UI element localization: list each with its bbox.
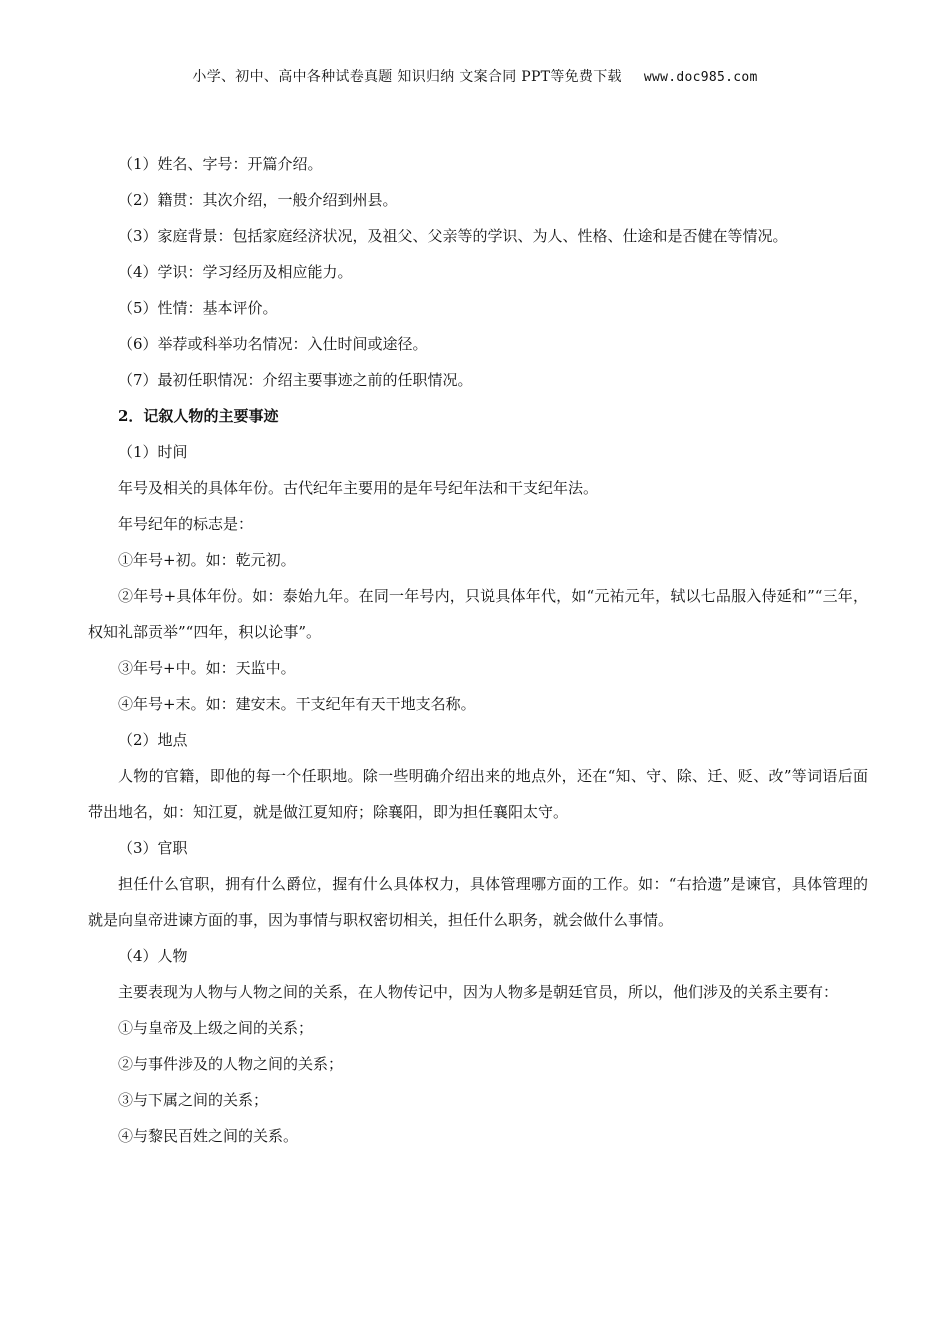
paragraph: （4）学识：学习经历及相应能力。 [118,263,353,281]
subsection-heading: （4）人物 [118,947,188,965]
list-item: ①年号+初。如：乾元初。 [118,551,296,569]
page-header [0,66,950,86]
header-url[interactable]: www.doc985.com [643,70,758,85]
paragraph: 年号及相关的具体年份。古代纪年主要用的是年号纪年法和干支纪年法。 [118,479,599,497]
paragraph: （1）姓名、字号：开篇介绍。 [118,155,323,173]
list-item: ④年号+末。如：建安末。干支纪年有天干地支名称。 [118,695,476,713]
section-heading: 2．记叙人物的主要事迹 [118,407,279,425]
paragraph: （5）性情：基本评价。 [118,299,278,317]
paragraph: 人物的官籍，即他的每一个任职地。除一些明确介绍出来的地点外，还在“知、守、除、迁、贬、改”等词语后面带出地名，如：知江夏，就是做江夏知府；除襄阳，即为担任襄阳太守。 [88,767,868,821]
list-item: ④与黎民百姓之间的关系。 [118,1127,299,1145]
paragraph: 主要表现为人物与人物之间的关系，在人物传记中，因为人物多是朝廷官员，所以，他们涉及的关系主要有： [118,983,839,1001]
list-item: ③与下属之间的关系； [118,1091,269,1109]
document-body [88,146,868,1154]
list-item: ③年号+中。如：天监中。 [118,659,296,677]
subsection-heading: （2）地点 [118,731,188,749]
paragraph: （6）举荐或科举功名情况：入仕时间或途径。 [118,335,428,353]
paragraph: （7）最初任职情况：介绍主要事迹之前的任职情况。 [118,371,473,389]
paragraph: 担任什么官职，拥有什么爵位，握有什么具体权力，具体管理哪方面的工作。如：“右拾遗”是谏官，具体管理的就是向皇帝进谏方面的事，因为事情与职权密切相关，担任什么职务，就会做什么事情。 [88,875,868,929]
list-item: ①与皇帝及上级之间的关系； [118,1019,314,1037]
paragraph: 年号纪年的标志是： [118,515,254,533]
paragraph: （2）籍贯：其次介绍，一般介绍到州县。 [118,191,398,209]
paragraph: （3）家庭背景：包括家庭经济状况，及祖父、父亲等的学识、为人、性格、仕途和是否健在等情况。 [118,227,788,245]
subsection-heading: （1）时间 [118,443,188,461]
header-text: 小学、初中、高中各种试卷真题 知识归纳 文案合同 PPT等免费下载 [192,69,622,85]
subsection-heading: （3）官职 [118,839,188,857]
list-item: ②与事件涉及的人物之间的关系； [118,1055,344,1073]
list-item: ②年号+具体年份。如：泰始九年。在同一年号内，只说具体年代，如“元祐元年，轼以七品服入侍延和”“三年，权知礼部贡举”“四年，积以论事”。 [88,587,868,641]
